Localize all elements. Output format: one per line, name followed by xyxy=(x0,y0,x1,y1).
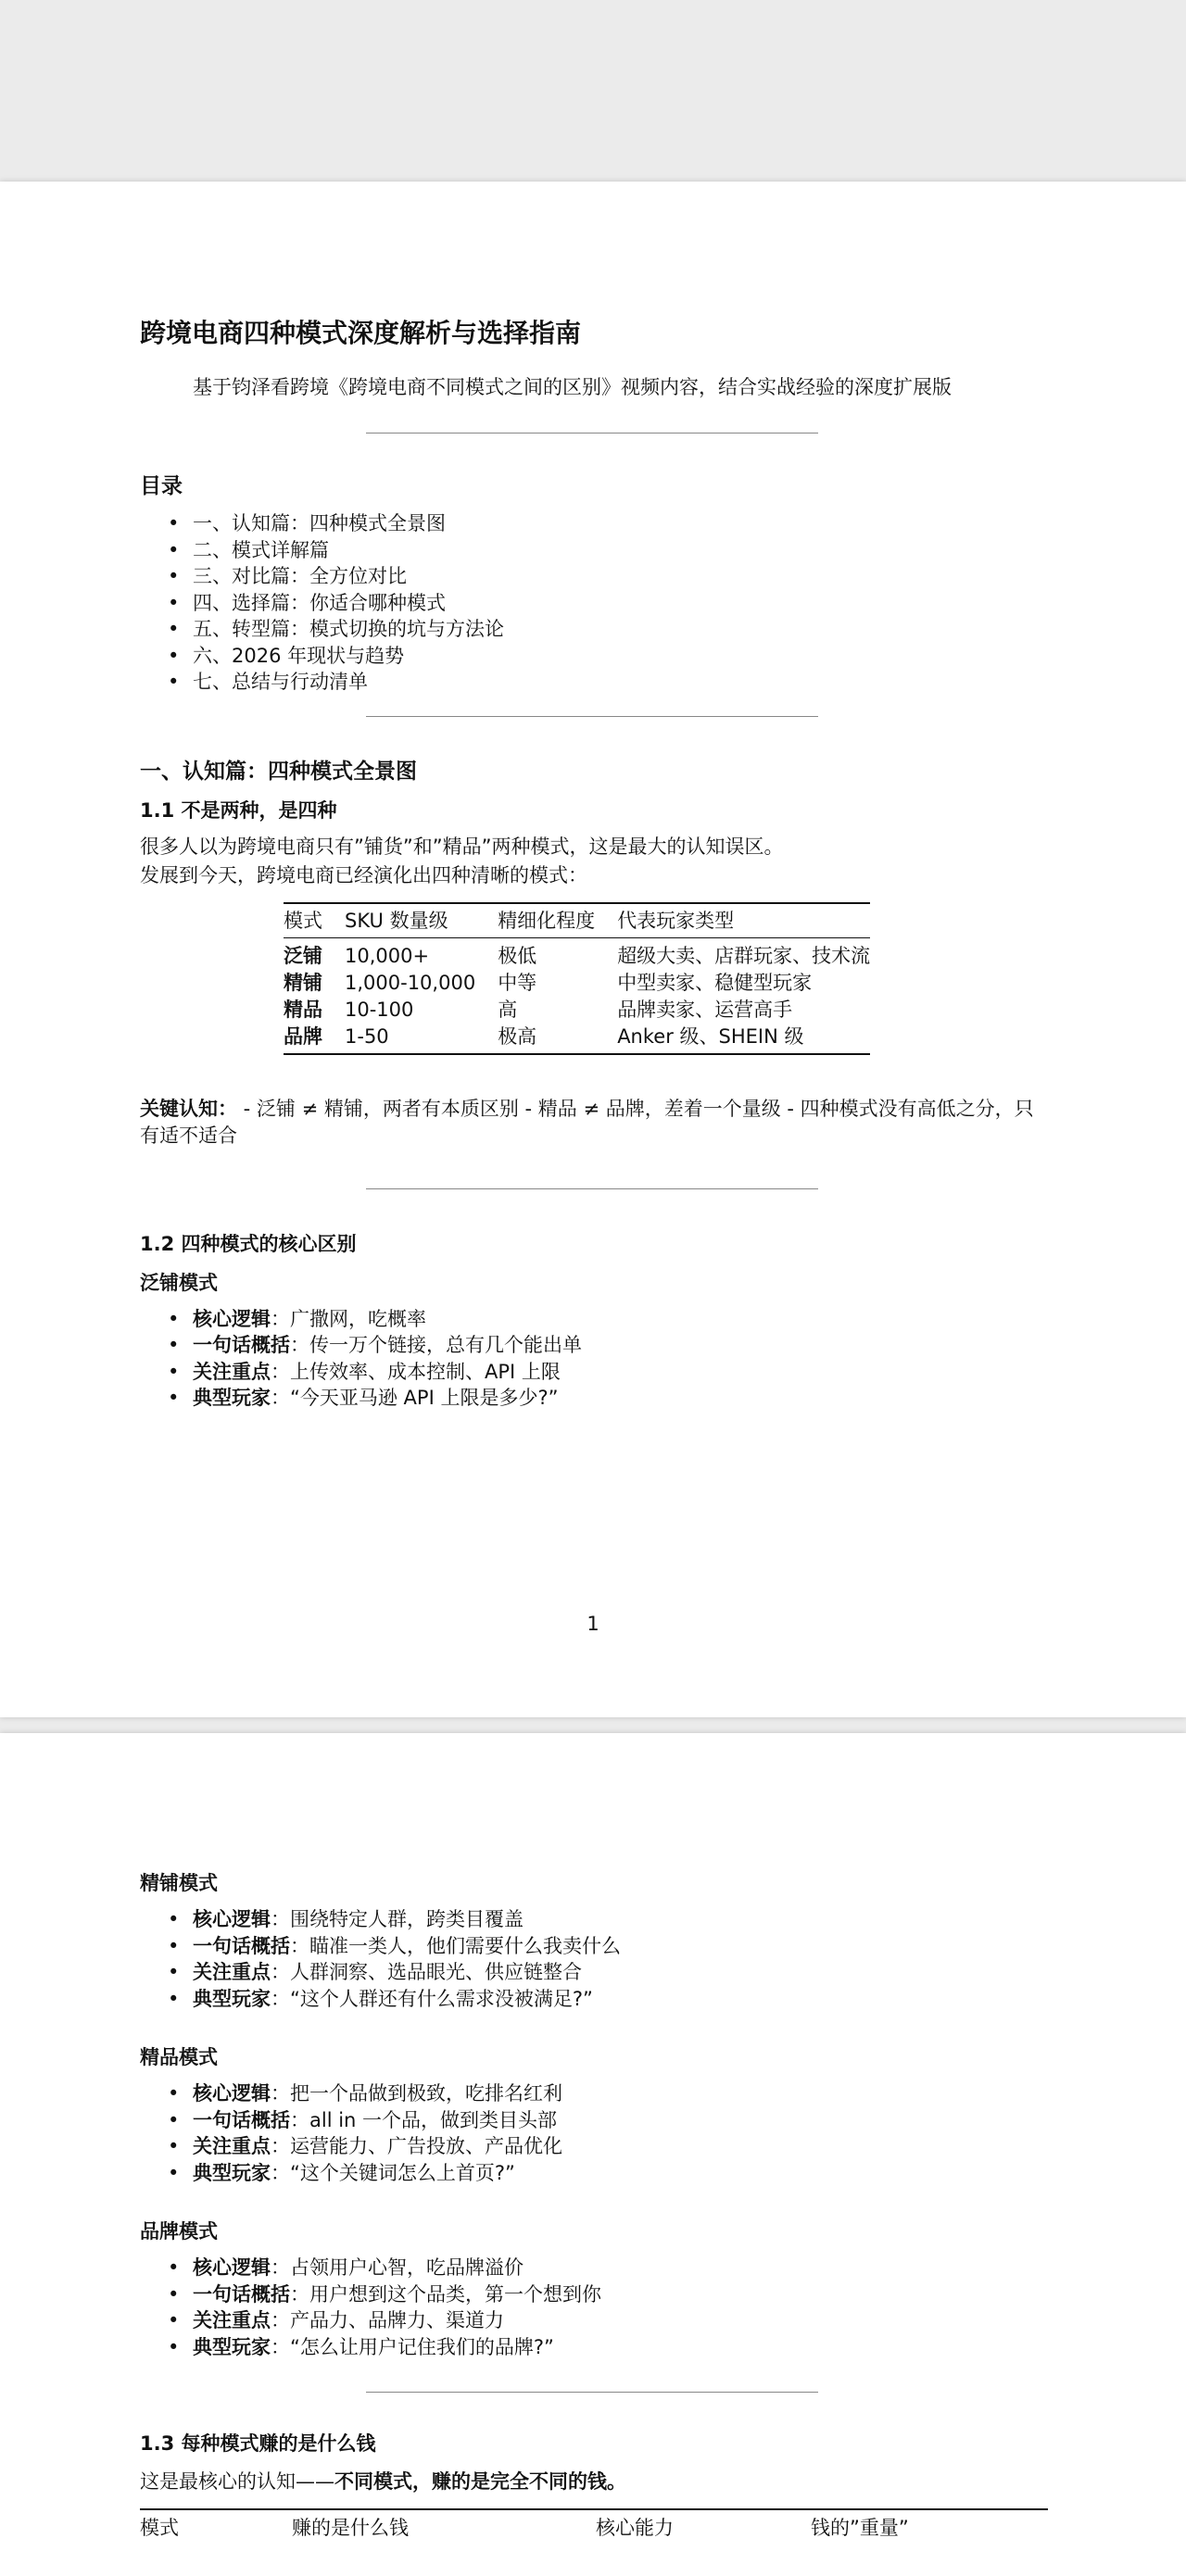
item-value: ：“今天亚马逊 API 上限是多少?” xyxy=(271,1387,559,1409)
list-item xyxy=(193,1359,1048,1386)
subsection-1-3-heading: 1.3 每种模式赚的是什么钱 xyxy=(140,2432,376,2455)
list-item xyxy=(193,2107,1048,2134)
list-item xyxy=(193,1933,1048,1960)
list-item xyxy=(193,2281,1048,2308)
toc-item[interactable]: • 四、选择篇：你适合哪种模式 xyxy=(193,590,1048,617)
list-item xyxy=(193,1332,1048,1359)
table-header-cell: 模式 xyxy=(284,903,345,938)
list-item xyxy=(193,1986,1048,2013)
item-value: ：瞄准一类人，他们需要什么我卖什么 xyxy=(290,1934,621,1957)
mode-list xyxy=(140,1906,1048,2012)
toc-item[interactable]: • 七、总结与行动清单 xyxy=(193,669,1048,696)
toc-heading: 目录 xyxy=(140,474,183,498)
list-item xyxy=(193,2334,1048,2361)
divider xyxy=(366,2392,818,2393)
table-cell: 高 xyxy=(498,998,518,1021)
section-1-heading: 一、认知篇：四种模式全景图 xyxy=(140,759,417,784)
document-page-2 xyxy=(0,1733,1186,2576)
list-item xyxy=(193,1306,1048,1333)
item-value: ：广撒网，吃概率 xyxy=(271,1307,426,1330)
table-cell: 极高 xyxy=(498,1024,617,1054)
item-key: 典型玩家 xyxy=(193,1387,271,1409)
item-value: ：用户想到这个品类，第一个想到你 xyxy=(290,2282,601,2306)
table-cell: 中等 xyxy=(498,971,537,994)
table-cell: 泛铺 xyxy=(284,944,322,967)
item-key: 一句话概括 xyxy=(193,1334,290,1356)
list-item xyxy=(193,1959,1048,1986)
table-cell: 超级大卖、店群玩家、技术流 xyxy=(617,944,871,967)
key-insight-text: - 泛铺 ≠ 精铺，两者有本质区别 - 精品 ≠ 品牌，差着一个量级 - 四种模式没有高低之分，只有适不适合 xyxy=(140,1097,1034,1147)
key-insight xyxy=(140,1096,1048,1150)
table-cell: 精铺 xyxy=(284,971,322,994)
subsection-1-1-heading: 1.1 不是两种，是四种 xyxy=(140,798,337,822)
mode-heading: 品牌模式 xyxy=(140,2220,218,2243)
table-cell: 极低 xyxy=(498,944,537,967)
table-row xyxy=(284,997,870,1024)
toc-item[interactable]: • 六、2026 年现状与趋势 xyxy=(193,643,1048,670)
paragraph xyxy=(140,2469,1048,2495)
list-item xyxy=(193,2307,1048,2334)
item-key: 典型玩家 xyxy=(193,2161,271,2184)
item-key: 关注重点 xyxy=(193,1360,271,1383)
paragraph: 很多人以为跨境电商只有”铺货”和”精品”两种模式，这是最大的认知误区。 xyxy=(140,835,784,858)
table-cell: 1,000-10,000 xyxy=(345,971,476,994)
table-cell: 精品 xyxy=(284,998,322,1021)
mode-heading: 精铺模式 xyxy=(140,1872,218,1894)
item-key: 核心逻辑 xyxy=(193,2082,271,2105)
list-item xyxy=(193,2255,1048,2281)
toc-item[interactable]: • 五、转型篇：模式切换的坑与方法论 xyxy=(193,616,1048,643)
item-key: 关注重点 xyxy=(193,2135,271,2157)
item-key: 核心逻辑 xyxy=(193,2256,271,2279)
item-key: 典型玩家 xyxy=(193,1987,271,2010)
table-header-cell: 核心能力 xyxy=(596,2509,811,2545)
item-key: 一句话概括 xyxy=(193,2108,290,2131)
item-value: ：围绕特定人群，跨类目覆盖 xyxy=(271,1908,524,1930)
item-value: ：“这个关键词怎么上首页?” xyxy=(271,2161,515,2184)
item-value: ：上传效率、成本控制、API 上限 xyxy=(271,1360,561,1383)
table-header-row xyxy=(284,903,870,938)
item-value: ：“这个人群还有什么需求没被满足?” xyxy=(271,1987,593,2010)
table-cell: 中型卖家、稳健型玩家 xyxy=(617,971,813,994)
document-subtitle: 基于钧泽看跨境《跨境电商不同模式之间的区别》视频内容，结合实战经验的深度扩展版 xyxy=(193,376,952,398)
mode-list xyxy=(140,2255,1048,2360)
page-number: 1 xyxy=(587,1613,599,1635)
document-page-1 xyxy=(0,182,1186,1717)
item-value: ：all in 一个品，做到类目头部 xyxy=(290,2108,558,2131)
divider xyxy=(366,716,818,717)
divider xyxy=(366,1188,818,1189)
list-item xyxy=(193,2080,1048,2107)
money-table xyxy=(140,2508,1048,2545)
toc-item[interactable]: • 一、认知篇：四种模式全景图 xyxy=(193,510,1048,537)
table-header-row xyxy=(140,2509,1048,2545)
item-value: ：把一个品做到极致，吃排名红利 xyxy=(271,2082,562,2105)
item-value: ：人群洞察、选品眼光、供应链整合 xyxy=(271,1961,582,1983)
item-key: 核心逻辑 xyxy=(193,1307,271,1330)
toc-item[interactable]: • 二、模式详解篇 xyxy=(193,537,1048,564)
toc-item[interactable]: • 三、对比篇：全方位对比 xyxy=(193,563,1048,590)
table-row xyxy=(284,937,870,970)
paragraph-text: 这是最核心的认知—— xyxy=(140,2470,334,2493)
toc-list xyxy=(140,510,1048,696)
page-2-content xyxy=(140,1869,1048,2545)
paragraph-emphasis: 不同模式，赚的是完全不同的钱。 xyxy=(334,2470,626,2493)
paragraph: 发展到今天，跨境电商已经演化出四种清晰的模式： xyxy=(140,863,587,886)
page-1-content xyxy=(140,315,1048,1412)
table-header-cell: 钱的”重量” xyxy=(811,2509,1048,2545)
item-value: ：运营能力、广告投放、产品优化 xyxy=(271,2135,562,2157)
list-item xyxy=(193,2160,1048,2187)
item-value: ：传一万个链接，总有几个能出单 xyxy=(290,1334,582,1356)
divider xyxy=(366,433,818,434)
table-row xyxy=(284,1024,870,1054)
mode-list xyxy=(140,2080,1048,2186)
item-value: ：产品力、品牌力、渠道力 xyxy=(271,2309,504,2331)
list-item xyxy=(193,1385,1048,1412)
table-cell: 品牌卖家、运营高手 xyxy=(617,998,793,1021)
subsection-1-2-heading: 1.2 四种模式的核心区别 xyxy=(140,1232,357,1255)
mode-list xyxy=(140,1306,1048,1412)
table-header-cell: 模式 xyxy=(140,2509,292,2545)
item-value: ：“怎么让用户记住我们的品牌?” xyxy=(271,2335,554,2358)
table-header-cell: SKU 数量级 xyxy=(345,903,498,938)
modes-table xyxy=(284,902,870,1055)
table-cell: 10,000+ xyxy=(345,944,430,967)
table-header-cell: 代表玩家类型 xyxy=(617,903,870,938)
list-item xyxy=(193,2133,1048,2160)
table-cell: 1-50 xyxy=(345,1024,498,1054)
table-row xyxy=(284,970,870,997)
key-insight-label: 关键认知： xyxy=(140,1097,237,1120)
document-title: 跨境电商四种模式深度解析与选择指南 xyxy=(140,318,582,348)
item-key: 关注重点 xyxy=(193,1961,271,1983)
item-key: 典型玩家 xyxy=(193,2335,271,2358)
table-cell: 10-100 xyxy=(345,998,414,1021)
table-cell: 品牌 xyxy=(284,1024,345,1054)
table-cell: Anker 级、SHEIN 级 xyxy=(617,1024,870,1054)
table-header-cell: 精细化程度 xyxy=(498,903,617,938)
mode-heading: 泛铺模式 xyxy=(140,1271,218,1294)
item-key: 一句话概括 xyxy=(193,2282,290,2306)
item-key: 核心逻辑 xyxy=(193,1908,271,1930)
item-key: 关注重点 xyxy=(193,2309,271,2331)
item-value: ：占领用户心智，吃品牌溢价 xyxy=(271,2256,524,2279)
list-item xyxy=(193,1906,1048,1933)
table-header-cell: 赚的是什么钱 xyxy=(292,2509,596,2545)
item-key: 一句话概括 xyxy=(193,1934,290,1957)
mode-heading: 精品模式 xyxy=(140,2046,218,2068)
